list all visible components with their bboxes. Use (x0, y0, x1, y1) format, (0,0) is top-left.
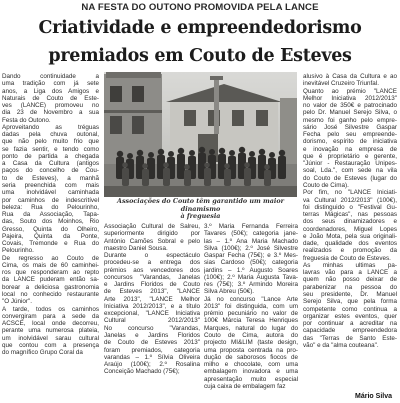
text-line: "O Júnior". (2, 298, 33, 306)
text-line: jardins – 1.º Augusto Soares (204, 266, 298, 274)
text-line: competente como continua a (303, 305, 397, 313)
text-line: procedeu-se a entrega dos (104, 259, 200, 267)
text-line: 2013" foi distinguida, com um (204, 302, 298, 310)
text-line: parabenizar na pessoa do (303, 283, 397, 291)
photo-caption-line-1: Associações do Couto têm garantido um maior dinamismo (116, 197, 284, 213)
article-column-3 (204, 223, 298, 390)
text-line: sário José Silvestre Gaspar (303, 123, 397, 131)
text-line: da LANCE puderam então sa- (2, 276, 99, 284)
article-kicker: NA FESTA DO OUTONO PROMOVIDA PELA LANCE (81, 2, 319, 13)
text-line: alusivo à Casa da Cultura e ao (303, 73, 397, 80)
text-line: Arte 2013", "LANCE Melhor (104, 295, 200, 303)
text-line: uma tradição com já sete (2, 80, 99, 88)
text-line: Tavares (50€); categoria jane- (204, 230, 298, 238)
text-line: Já no concurso "Lance Arte (204, 295, 298, 303)
text-line: beleza: Rua do Pelourinho, (2, 203, 99, 211)
text-line: lavras vão para a LANCE a (303, 269, 397, 277)
text-line: Melhor Iniciativa 2012/2013" (303, 94, 397, 102)
text-line: que contou com a presença (2, 341, 99, 349)
text-line: dução de saborosos fiocos de (204, 353, 298, 361)
text-line: uma proposta centrada na pro- (204, 346, 298, 354)
text-line: embalagem inovadora e uma (204, 368, 298, 376)
text-line: dade, qualidade dos eventos (303, 240, 397, 248)
text-line: capacidade empreendedora (303, 327, 397, 335)
text-line: Janelas e Jardins Floridos (104, 331, 200, 339)
text-line: concursos "Varandas, Janelas (104, 273, 200, 281)
text-line: milho e chocolate, com uma (204, 361, 298, 369)
text-line: As minhas ultimas pa- (303, 261, 397, 269)
text-line: Aproveitando as tréguas (2, 123, 99, 131)
group-photo-illustration (104, 72, 297, 197)
photo-caption-line-2: à freguesia (180, 212, 221, 221)
text-line: prémio pecuniário no valor de (204, 310, 298, 318)
text-line: uma inolvidável caminhada (2, 189, 99, 197)
text-line: "Júnior - Restauração Unipes- (303, 160, 397, 168)
text-line: Naturais de Couto de Este- (2, 94, 99, 102)
text-line: excepcional, "LANCE Iniciativa (104, 310, 200, 318)
text-line: 100€ Márcia Teresa Henriques (204, 317, 298, 325)
text-line: Silva Abreu (50€). (204, 288, 255, 296)
text-line: de Couto de Esteves 2013" (104, 339, 200, 347)
headline-line-2: premiados em Couto de Esteves (48, 46, 352, 66)
text-line: Marques, natural do lugar do (204, 324, 298, 332)
text-line: dia 23 de Novembro a sua (2, 109, 99, 117)
text-line: Iniciativa 2012/2013", e a título (104, 302, 200, 310)
text-line: perante uma numerosa plateia, (2, 327, 99, 335)
text-line: Por fim, no "LANCE Iniciati- (303, 189, 397, 197)
text-line: va Cultural 2012/2013" (100€), (303, 196, 397, 204)
text-line: anos, a Liga dos Amigos e (2, 87, 99, 95)
text-line: soal, Lda.", com sede na vila (303, 167, 397, 175)
text-line: ponto de partida a chegada (2, 152, 99, 160)
text-line: se fazia sentir, e tendo como (2, 145, 99, 153)
text-line: seu presidente, Dr. Manuel (303, 290, 397, 298)
article-column-1 (2, 73, 99, 356)
text-line: prémios aos vencedores dos (104, 266, 200, 274)
text-line: De regresso ao Couto de (2, 254, 99, 262)
text-line: projecto MI&LIM (taste design, (204, 339, 298, 347)
headline-line-1: Criatividade e empreendedorismo (38, 18, 362, 38)
text-line: ACSCE, local onde decorreu, (2, 320, 99, 328)
text-line: e Jardins Floridos de Couto (104, 281, 200, 289)
text-line: quem não posso deixar de (303, 276, 397, 284)
text-line: Gaspar Fecha (75€); e 3.º Mes- (204, 252, 298, 260)
photo-caption (104, 198, 297, 221)
text-line: das, Souto dos Moinhos, Rio (2, 218, 99, 226)
article-byline: Mário Silva (355, 393, 392, 400)
text-line: 3.º Maria Fernanda Ferreira (204, 223, 298, 230)
text-line: dos seus dinamizadores e (303, 218, 397, 226)
text-line: inevitável Cruzeiro Triunfal. (303, 80, 379, 88)
text-line: e inovação na empresa de (303, 145, 397, 153)
text-line: das "Terras de Santo Este- (303, 334, 397, 342)
text-line: borear a deliciosa gastronomia (2, 283, 99, 291)
text-line: sias Cardoso (50€); categoria (204, 259, 298, 267)
text-line: Serejo Silva, que pela forma (303, 298, 397, 306)
text-line: res (75€); 3.º Armindo Moreira (204, 281, 298, 289)
text-line: maestro Daniel Sousa. (104, 244, 168, 252)
text-line: No concurso "Varandas, (104, 324, 200, 332)
text-line: Fecha pelo seu empreende- (303, 131, 397, 139)
text-line: Couto de Cima). (303, 181, 349, 189)
text-line: Covais, Tremonde e Rua do (2, 240, 99, 248)
text-line: foi distinguido o "Festival Gu- (303, 203, 397, 211)
text-line: pelo Dr. Manuel Serejo Silva, o (303, 109, 397, 117)
article-column-2 (104, 223, 200, 376)
text-line: Araújo (100€); 2.º Rosalina (104, 361, 200, 369)
text-line: varandas – 1.º Sílvia Oliveira (104, 353, 200, 361)
text-line: um inolvidável sarau cultural (2, 334, 99, 342)
text-line: Conceição Machado (75€); (104, 368, 180, 376)
text-line: A tarde, todos os caminhos (2, 305, 99, 313)
article-photo (104, 72, 297, 197)
text-line: freguesia de Couto de Esteves. (303, 254, 391, 262)
text-line: local no conhecido restaurante (2, 290, 99, 298)
text-line: convergiram para a sede da (2, 312, 99, 320)
text-line: ros que responderam ao repto (2, 269, 99, 277)
text-line: e João Mota, pela sua originali- (303, 232, 397, 240)
text-line: Pajeira, Quinta da Ponte, (2, 232, 99, 240)
text-line: Quanto ao prémio "LANCE (303, 87, 397, 95)
text-line: mesmo foi ganho pelo empre- (303, 116, 397, 124)
text-line: por continuar a acreditar na (303, 320, 397, 328)
text-line: vão" e da "alma couteana". (303, 341, 379, 349)
text-line: realizados e promoção da (303, 247, 397, 255)
text-line: Couto de Cima, autora do (204, 331, 298, 339)
text-line: (100€); 2.º Maria Augusta Tava- (204, 273, 298, 281)
text-line: António Camões Sobral e pelo (104, 237, 200, 245)
text-line: apresentação muito especial (204, 375, 298, 383)
text-line: to de Esteves), a manhã (2, 174, 99, 182)
text-line: organizar estes eventos, quer (303, 312, 397, 320)
text-line: que é proprietário e gerente, (303, 152, 397, 160)
text-line: Silva (100€); 2.º José Silvestre (204, 244, 298, 252)
text-line: Gresso, Quinta do Olheiro, (2, 225, 99, 233)
text-line: Durante o espectáculo (104, 252, 200, 260)
text-line: dadas pela chuva outonal, (2, 131, 99, 139)
text-line: Cultural 2012/2013" (104, 317, 200, 325)
text-line: no valor de 350€ e patrocinado (303, 102, 397, 110)
text-line: Rua da Associação, Tapa- (2, 211, 99, 219)
text-line: las – 1.º Ana Maria Machado (204, 237, 298, 245)
text-line: terras Mágicas", nas pessoas (303, 211, 397, 219)
text-line: coordenadores, Miguel Lopes (303, 225, 397, 233)
text-line: do magnífico Grupo Coral da (2, 349, 83, 357)
text-line: dorismo, espírito de iniciativa (303, 138, 397, 146)
text-line: Pelourinho. (2, 247, 34, 255)
text-line: cuja caixa de embalagem faz (204, 382, 286, 390)
text-line: Associação Cultural de Salreu, (104, 223, 200, 230)
text-line: que não pelo muito frio que (2, 138, 99, 146)
text-line: do Couto de Esteves (lugar do (303, 174, 397, 182)
article-column-4 (303, 73, 397, 349)
text-line: superiormente dirigido por (104, 230, 200, 238)
text-line: Cima, os mais de 60 caminhei- (2, 261, 99, 269)
text-line: a Casa da Cultura (antigos (2, 160, 99, 168)
text-line: foram premiados, categoria (104, 346, 200, 354)
text-line: Dando continuidade a (2, 73, 99, 80)
text-line: paços do concelho de Cou- (2, 167, 99, 175)
text-line: ves (LANCE) promoveu no (2, 102, 99, 110)
text-line: de Esteves 2013", "LANCE (104, 288, 200, 296)
text-line: seria preenchida com mais (2, 181, 99, 189)
text-line: Festa do Outono. (2, 116, 51, 124)
text-line: por caminhos de indescritível (2, 196, 99, 204)
